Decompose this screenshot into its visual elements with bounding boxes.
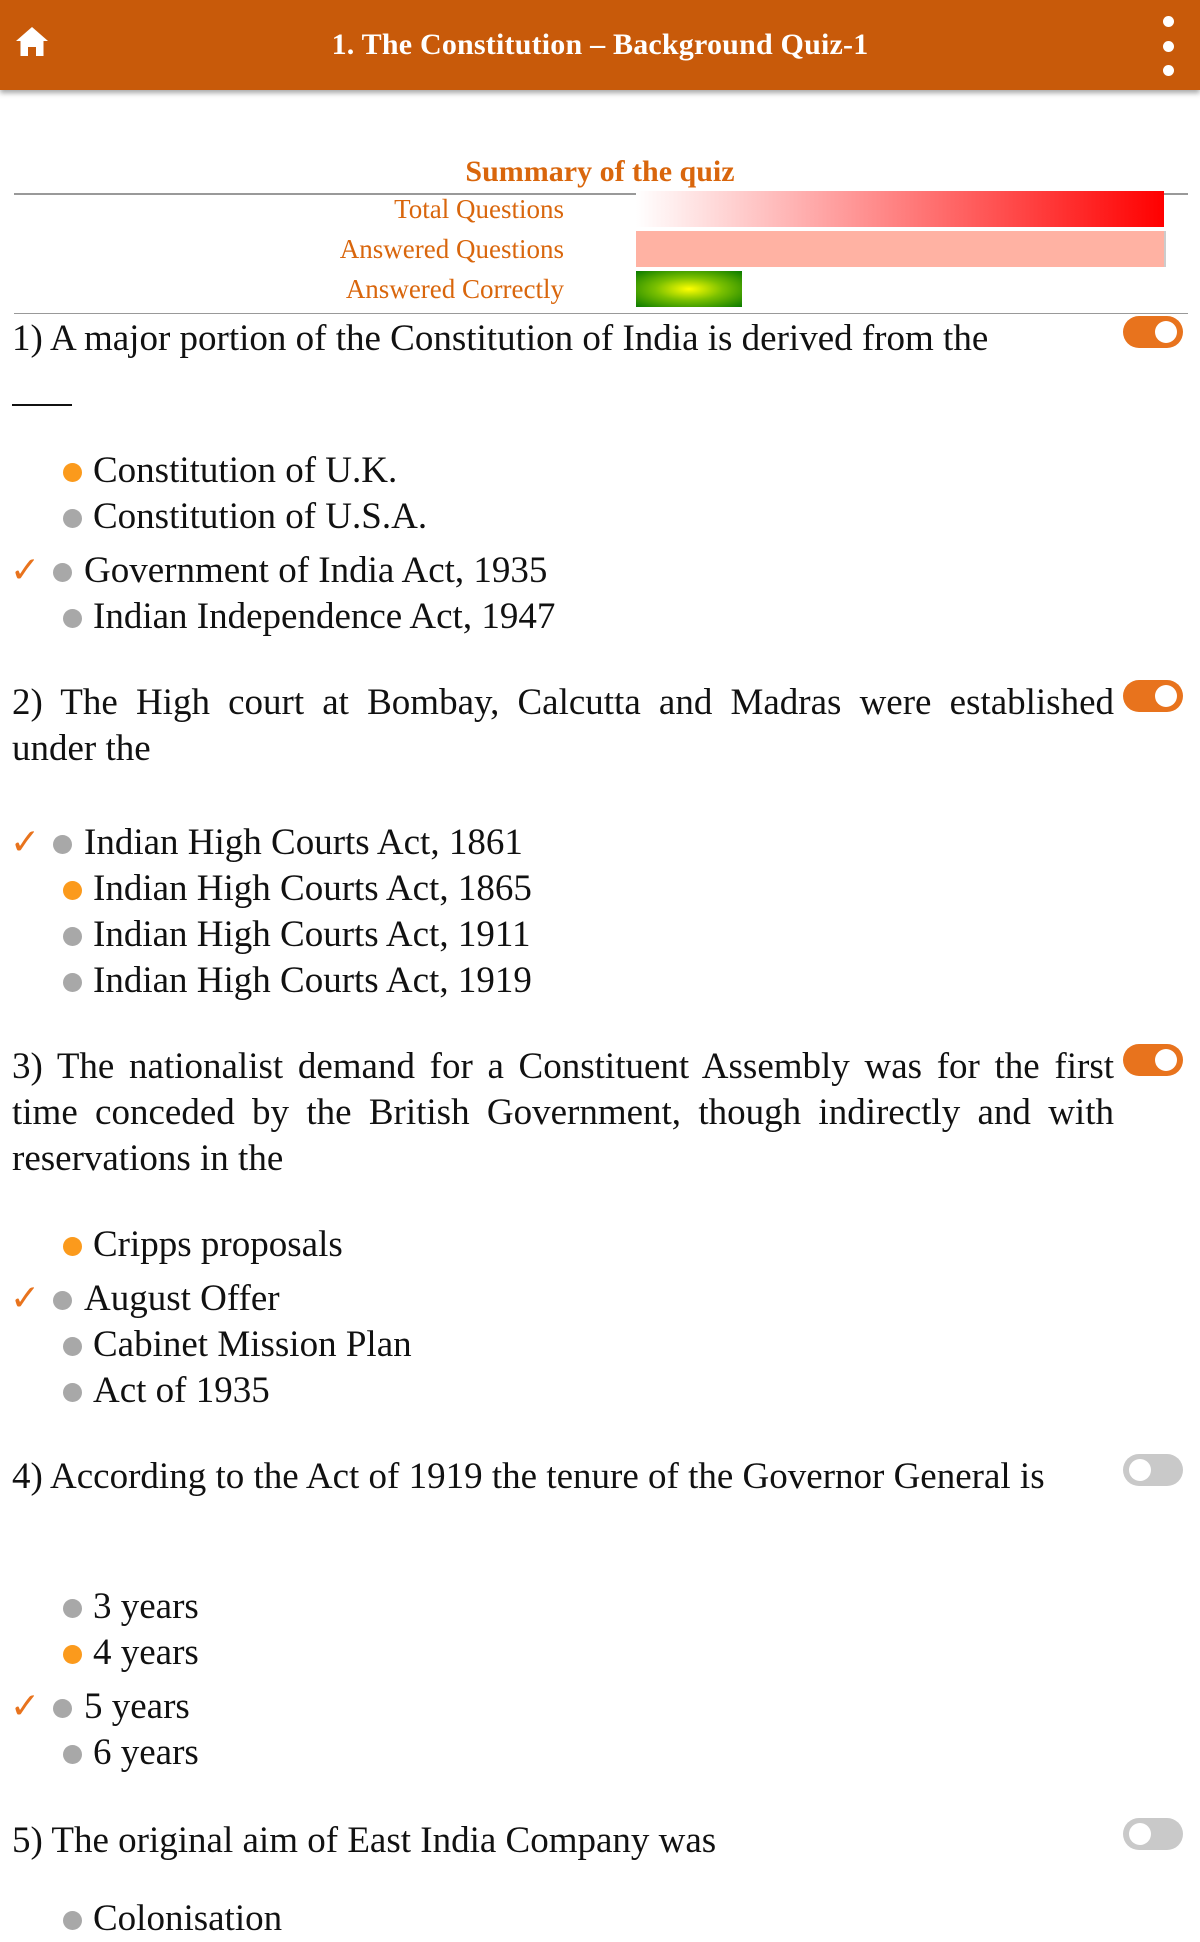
- summary-label: Answered Questions: [339, 234, 564, 264]
- toggle-switch[interactable]: [1123, 316, 1183, 348]
- option-label: Constitution of U.S.A.: [93, 496, 428, 537]
- app-title: 1. The Constitution – Background Quiz-1: [331, 28, 869, 61]
- summary-label: Answered Correctly: [345, 274, 564, 304]
- option-label: Cripps proposals: [93, 1224, 343, 1265]
- option-label: August Offer: [84, 1278, 280, 1319]
- option[interactable]: [0, 1584, 1100, 1630]
- option-label: Indian High Courts Act, 1919: [93, 960, 532, 1001]
- dot-icon: [63, 1383, 82, 1402]
- summary-row-answered: [0, 229, 1200, 269]
- app-bar: [0, 0, 1200, 90]
- blank-line: [12, 404, 72, 406]
- option-correct[interactable]: [0, 1684, 1100, 1730]
- option[interactable]: [0, 1322, 1100, 1368]
- option-label: Act of 1935: [93, 1370, 270, 1411]
- dot-icon: [53, 1699, 72, 1718]
- summary-label: Total Questions: [394, 194, 564, 224]
- option[interactable]: [0, 594, 1100, 640]
- dot-icon: [53, 563, 72, 582]
- option[interactable]: [0, 1222, 1100, 1268]
- summary-title: Summary of the quiz: [465, 155, 735, 188]
- dot-icon: [63, 927, 82, 946]
- checkmark-icon: ✓: [10, 1686, 41, 1727]
- toggle-switch[interactable]: [1123, 1454, 1183, 1486]
- checkmark-icon: ✓: [10, 1278, 41, 1319]
- selected-dot-icon: [63, 1645, 82, 1664]
- selected-dot-icon: [63, 881, 82, 900]
- option-correct[interactable]: [0, 820, 1100, 866]
- selected-dot-icon: [63, 463, 82, 482]
- option[interactable]: [0, 448, 1100, 494]
- option[interactable]: [0, 866, 1100, 912]
- summary-row-correct: [0, 269, 1200, 309]
- option[interactable]: [0, 912, 1100, 958]
- option-label: 6 years: [93, 1732, 199, 1773]
- option-label: 5 years: [84, 1686, 190, 1727]
- option[interactable]: [0, 494, 1100, 540]
- option-correct[interactable]: [0, 548, 1100, 594]
- answered-correctly-bar: [636, 271, 742, 307]
- question-text: 4) According to the Act of 1919 the tenure of the Governor General is: [12, 1456, 1045, 1497]
- toggle-switch[interactable]: [1123, 1818, 1183, 1850]
- option-label: Cabinet Mission Plan: [93, 1324, 412, 1365]
- toggle-switch[interactable]: [1123, 1044, 1183, 1076]
- option-label: Indian High Courts Act, 1861: [84, 822, 523, 863]
- dot-icon: [63, 1745, 82, 1764]
- option-label: Indian High Courts Act, 1865: [93, 868, 532, 909]
- dot-icon: [63, 1599, 82, 1618]
- option-label: Colonisation: [93, 1898, 283, 1939]
- question-text: 1) A major portion of the Constitution of India is derived from the: [12, 318, 989, 359]
- dot-icon: [63, 973, 82, 992]
- dot-icon: [63, 609, 82, 628]
- total-questions-bar: [636, 191, 1164, 227]
- divider: [14, 313, 1188, 314]
- dot-icon: [53, 1291, 72, 1310]
- dot-icon: [63, 509, 82, 528]
- question-text: 5) The original aim of East India Company was: [12, 1820, 717, 1861]
- option[interactable]: [0, 1896, 1100, 1942]
- selected-dot-icon: [63, 1237, 82, 1256]
- home-icon[interactable]: [12, 22, 52, 62]
- option-label: Constitution of U.K.: [93, 450, 398, 491]
- toggle-switch[interactable]: [1123, 680, 1183, 712]
- option-correct[interactable]: [0, 1276, 1100, 1322]
- option-label: 4 years: [93, 1632, 199, 1673]
- summary-row-total: [0, 189, 1200, 229]
- option[interactable]: [0, 1368, 1100, 1414]
- option-label: Government of India Act, 1935: [84, 550, 548, 591]
- more-vert-icon[interactable]: [1156, 16, 1180, 76]
- option-label: 3 years: [93, 1586, 199, 1627]
- option[interactable]: [0, 958, 1100, 1004]
- option-label: Indian High Courts Act, 1911: [93, 914, 531, 955]
- option[interactable]: [0, 1630, 1100, 1676]
- option[interactable]: [0, 1730, 1100, 1776]
- dot-icon: [63, 1911, 82, 1930]
- checkmark-icon: ✓: [10, 822, 41, 863]
- question-text: 2) The High court at Bombay, Calcutta and Madras were established under the: [12, 682, 1114, 769]
- checkmark-icon: ✓: [10, 550, 41, 591]
- option-label: Indian Independence Act, 1947: [93, 596, 556, 637]
- dot-icon: [53, 835, 72, 854]
- dot-icon: [63, 1337, 82, 1356]
- answered-questions-bar: [636, 231, 1166, 267]
- question-text: 3) The nationalist demand for a Constituent Assembly was for the first time conceded by the British Government, though indirectly and with reservations in the: [12, 1046, 1114, 1179]
